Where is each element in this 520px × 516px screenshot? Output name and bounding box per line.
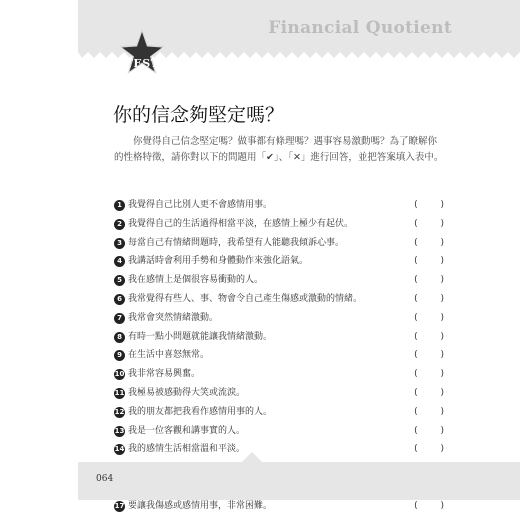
answer-blank[interactable]: ( ): [414, 256, 444, 267]
question-text: 有時一點小問題就能讓我情緒激動。: [128, 331, 273, 342]
question-item: [114, 290, 444, 309]
answer-blank[interactable]: ( ): [414, 425, 444, 436]
question-item: [114, 252, 444, 271]
question-item: [114, 271, 444, 290]
question-item: [114, 215, 444, 234]
question-number-badge: 13: [114, 426, 125, 435]
question-number-badge: 5: [114, 275, 125, 286]
question-text: 在生活中喜怒無常。: [128, 350, 210, 361]
question-text: 我講話時會利用手勢和身體動作來強化語氣。: [128, 256, 309, 267]
question-number-badge: 3: [114, 238, 125, 249]
page-number: 064: [96, 474, 114, 484]
answer-blank[interactable]: ( ): [414, 406, 444, 417]
question-text: 我極易被感動得大笑或流淚。: [128, 387, 246, 398]
question-number-badge: 7: [114, 313, 125, 324]
footer-notch: [242, 452, 262, 462]
question-number-badge: 1: [114, 200, 125, 211]
question-text: 我的感情生活相當溫和平淡。: [128, 444, 246, 455]
question-number-badge: 6: [114, 294, 125, 305]
book-page: [78, 0, 520, 511]
question-item: [114, 403, 444, 422]
answer-blank[interactable]: ( ): [414, 444, 444, 455]
question-item: [114, 422, 444, 441]
question-item: [114, 196, 444, 215]
question-number-badge: 12: [114, 407, 125, 416]
answer-blank[interactable]: ( ): [414, 312, 444, 323]
question-number-badge: 9: [114, 350, 125, 361]
answer-blank[interactable]: ( ): [414, 350, 444, 361]
question-item: [114, 440, 444, 459]
question-number-badge: 4: [114, 256, 125, 267]
question-text: 我常會突然情緒激動。: [128, 312, 219, 323]
question-item: [114, 346, 444, 365]
question-item: [114, 384, 444, 403]
answer-blank[interactable]: ( ): [414, 387, 444, 398]
answer-blank[interactable]: ( ): [414, 331, 444, 342]
page-heading: 你的信念夠堅定嗎？: [113, 104, 285, 126]
question-number-badge: 14: [114, 445, 125, 454]
intro-paragraph: 你覺得自己信念堅定嗎？做事都有條理嗎？遇事容易激動嗎？為了瞭解你的性格特徵，請你對以下的問題用「✔」、「✕」進行回答，並把答案填入表中。: [114, 136, 444, 163]
answer-blank[interactable]: ( ): [414, 218, 444, 229]
question-item: [114, 234, 444, 253]
question-text: 我覺得自己的生活過得相當平淡，在感情上極少有起伏。: [128, 218, 354, 229]
question-text: 我覺得自己比別人更不會感情用事。: [128, 200, 273, 210]
question-text: 我常覺得有些人、事、物會令自己產生傷感或激動的情緒。: [128, 293, 363, 304]
question-text: 我的朋友都把我看作感情用事的人。: [128, 406, 273, 417]
question-item: [114, 309, 444, 328]
question-text: 要讓我傷感或感情用事，非常困難。: [128, 500, 273, 511]
question-number-badge: 17: [114, 501, 125, 510]
question-number-badge: 10: [114, 370, 125, 379]
question-text: 每當自己有情緒問題時，我希望有人能聽我傾訴心事。: [128, 237, 345, 248]
answer-blank[interactable]: ( ): [414, 500, 444, 511]
footer-band: [78, 462, 520, 500]
test-badge-label: TEST: [124, 57, 160, 70]
question-item: [114, 328, 444, 347]
question-text: 我非常容易興奮。: [128, 369, 201, 380]
answer-blank[interactable]: ( ): [414, 293, 444, 304]
question-text: 我在感情上是個很容易衝動的人。: [128, 275, 264, 286]
question-number-badge: 11: [114, 388, 125, 397]
banner-title: Financial Quotient: [268, 18, 452, 38]
answer-blank[interactable]: ( ): [414, 237, 444, 248]
answer-blank[interactable]: ( ): [414, 275, 444, 286]
question-number-badge: 2: [114, 219, 125, 230]
question-number-badge: 8: [114, 332, 125, 343]
question-text: 我是一位客觀和講事實的人。: [128, 425, 246, 436]
answer-blank[interactable]: ( ): [414, 200, 444, 210]
answer-blank[interactable]: ( ): [414, 369, 444, 380]
question-item: [114, 365, 444, 384]
